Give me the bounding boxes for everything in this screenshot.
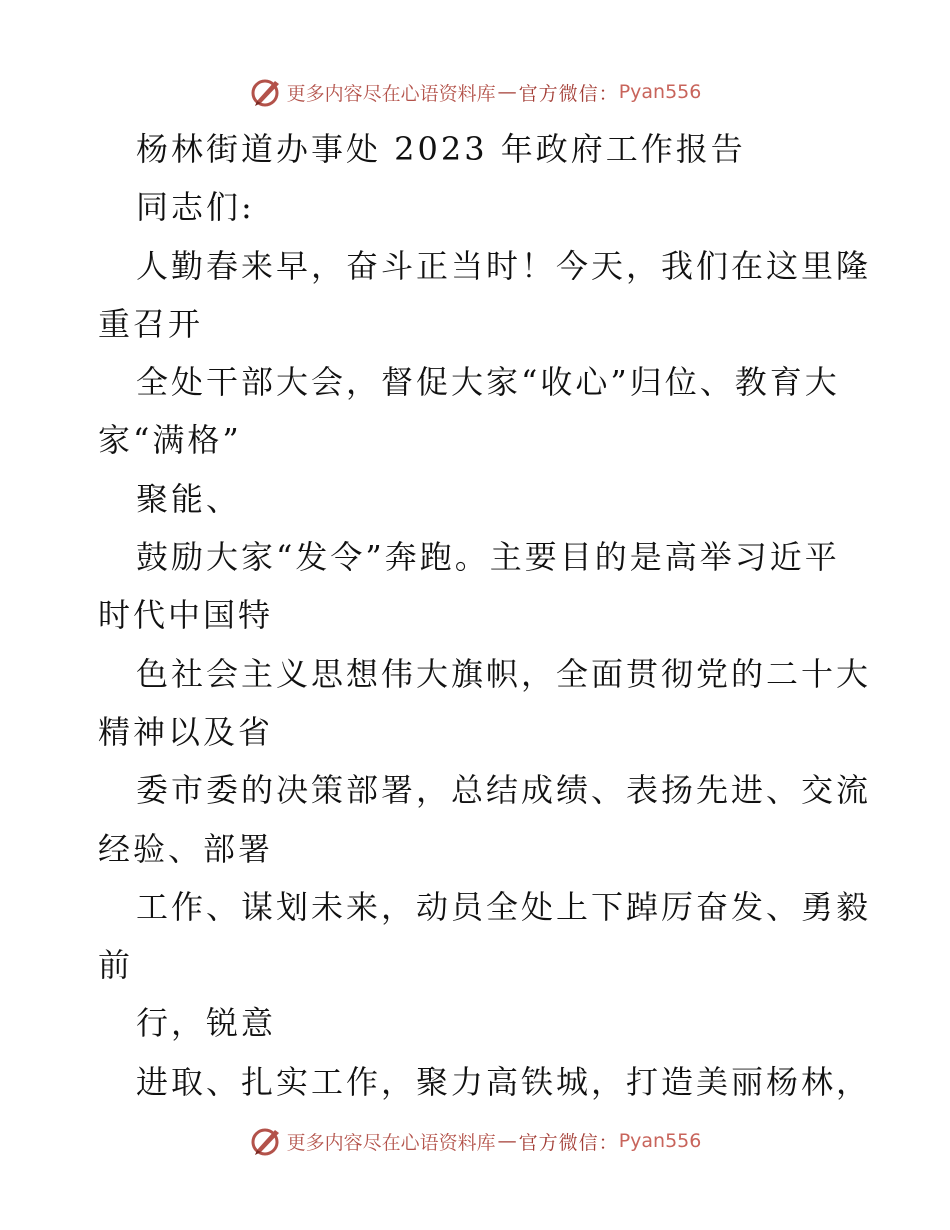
paragraph-line: 重召开	[98, 304, 204, 343]
document-body	[98, 120, 872, 1111]
paragraph-line: 前	[98, 946, 134, 985]
watermark-separator: —	[497, 1130, 517, 1152]
salutation: 同志们:	[136, 188, 255, 227]
watermark-separator: —	[497, 81, 517, 103]
watermark-id: Pyan556	[618, 81, 702, 103]
watermark-label: 官方微信：	[518, 1131, 619, 1154]
paragraph-line: 时代中国特	[98, 596, 274, 635]
pen-logo-icon	[249, 75, 283, 109]
paragraph-line: 经验、部署	[98, 829, 274, 868]
paragraph-line: 委市委的决策部署，总结成绩、表扬先进、交流	[136, 771, 872, 810]
footer-watermark	[0, 1121, 950, 1161]
watermark-text: 更多内容尽在心语资料库	[286, 1131, 496, 1154]
paragraph-line: 鼓励大家“发令”奔跑。主要目的是高举习近平	[136, 538, 840, 577]
pen-logo-icon	[249, 1124, 283, 1158]
paragraph-line: 家“满格”	[98, 421, 242, 460]
paragraph-line: 精神以及省	[98, 712, 274, 751]
paragraph-line: 色社会主义思想伟大旗帜，全面贯彻党的二十大	[136, 654, 872, 693]
document-title: 杨林街道办事处 2023 年政府工作报告	[136, 130, 746, 168]
watermark-id: Pyan556	[618, 1130, 702, 1152]
paragraph-line: 行，锐意	[136, 1004, 277, 1043]
paragraph-line: 全处干部大会，督促大家“收心”归位、教育大	[136, 363, 840, 402]
paragraph-line: 进取、扎实工作，聚力高铁城，打造美丽杨林，	[136, 1062, 872, 1101]
watermark-label: 官方微信：	[518, 82, 619, 105]
header-watermark	[0, 72, 950, 112]
watermark-text: 更多内容尽在心语资料库	[286, 82, 496, 105]
paragraph-line: 聚能、	[136, 479, 242, 518]
paragraph-line: 人勤春来早，奋斗正当时！今天，我们在这里隆	[136, 246, 872, 285]
paragraph-line: 工作、谋划未来，动员全处上下踔厉奋发、勇毅	[136, 887, 872, 926]
